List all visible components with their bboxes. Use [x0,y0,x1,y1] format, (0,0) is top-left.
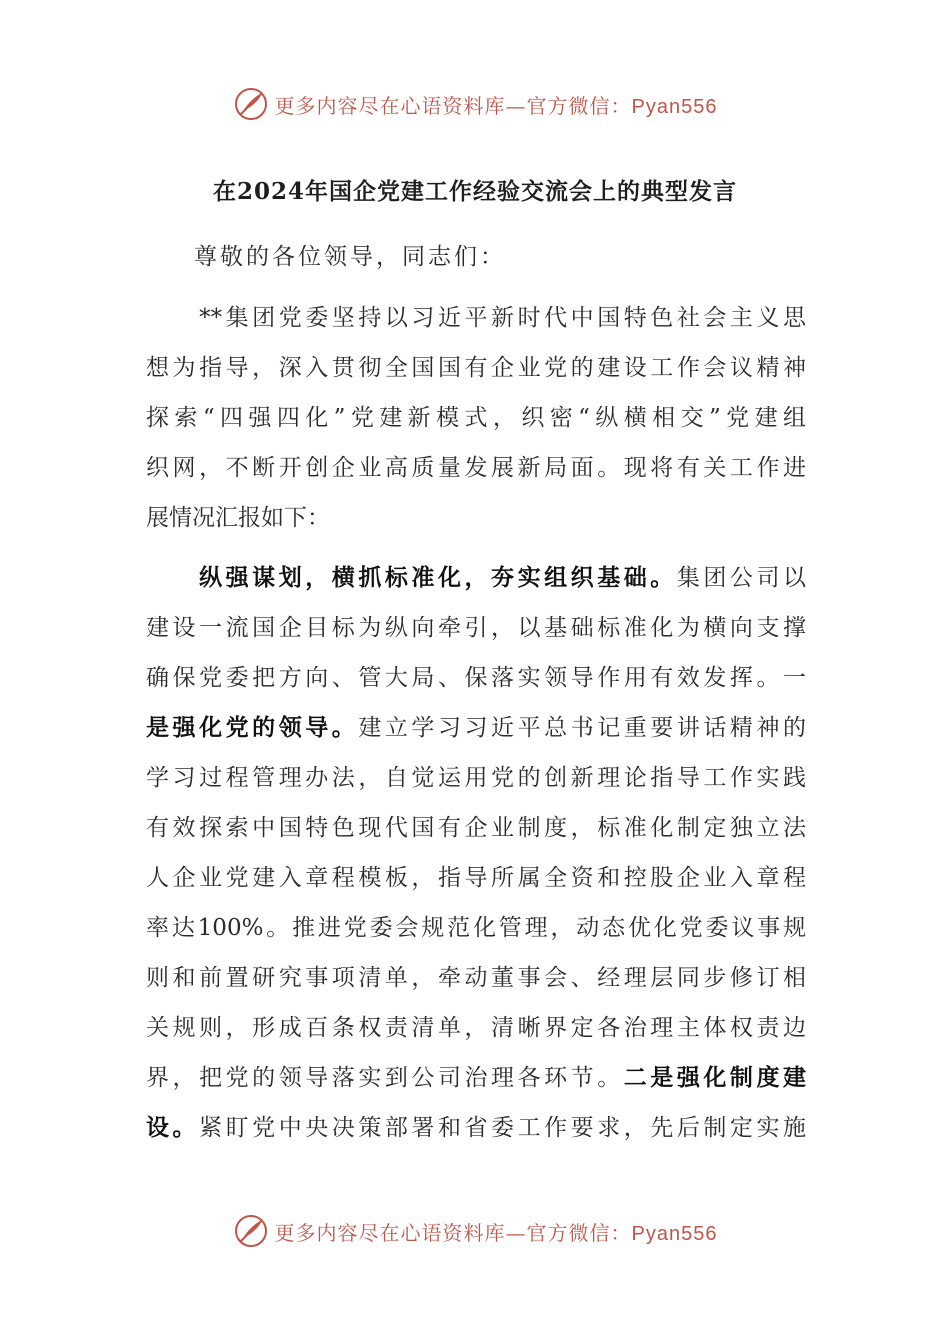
text-line: 率达100%。推进党委会规范化管理，动态优化党委议事规 [146,915,806,941]
text-line: 纵强谋划，横抓标准化，夯实组织基础。集团公司以 [199,564,807,591]
paragraph-section-1 [146,553,806,1153]
salutation: 尊敬的各位领导，同志们： [194,244,506,270]
wechat-id: Pyan556 [631,95,718,118]
text-line: 人企业党建入章程模板，指导所属全资和控股企业入章程 [146,865,806,891]
text-line: **集团党委坚持以习近平新时代中国特色社会主义思 [146,305,806,331]
text-line: 确保党委把方向、管大局、保落实领导作用有效发挥。一 [146,665,806,691]
subheading-1: 是强化党的领导。 [146,714,359,741]
text-line: 设。紧盯党中央决策部署和省委工作要求，先后制定实施 [146,1114,807,1141]
text-line: 则和前置研究事项清单，牵动董事会、经理层同步修订相 [146,965,806,991]
footer-banner [0,1209,950,1253]
quill-logo-icon [233,1213,269,1249]
quill-logo-icon [233,86,269,122]
wechat-id: Pyan556 [631,1222,718,1245]
paragraph-intro [146,293,806,543]
banner-text: 更多内容尽在心语资料库—官方微信：Pyan556 [274,93,718,118]
section-heading: 纵强谋划，横抓标准化，夯实组织基础。 [199,564,677,591]
text-line: 是强化党的领导。建立学习习近平总书记重要讲话精神的 [146,714,807,741]
header-banner [0,82,950,126]
banner-text: 更多内容尽在心语资料库—官方微信：Pyan556 [274,1220,718,1245]
text-line: 展情况汇报如下： [146,505,330,531]
document-title: 在2024年国企党建工作经验交流会上的典型发言 [212,178,737,205]
text-line: 想为指导，深入贯彻全国国有企业党的建设工作会议精神 [146,355,806,381]
text-line: 织网，不断开创企业高质量发展新局面。现将有关工作进 [146,455,806,481]
text-line: 建设一流国企目标为纵向牵引，以基础标准化为横向支撑 [146,615,806,641]
text-line: 探索“四强四化”党建新模式，织密“纵横相交”党建组 [146,405,806,431]
text-line: 有效探索中国特色现代国有企业制度，标准化制定独立法 [146,815,806,841]
text-line: 学习过程管理办法，自觉运用党的创新理论指导工作实践 [146,765,806,791]
subheading-2: 二是强化制度建 [623,1064,807,1091]
text-line: 关规则，形成百条权责清单，清晰界定各治理主体权责边 [146,1015,806,1041]
text-line: 界，把党的领导落实到公司治理各环节。二是强化制度建 [146,1064,807,1091]
